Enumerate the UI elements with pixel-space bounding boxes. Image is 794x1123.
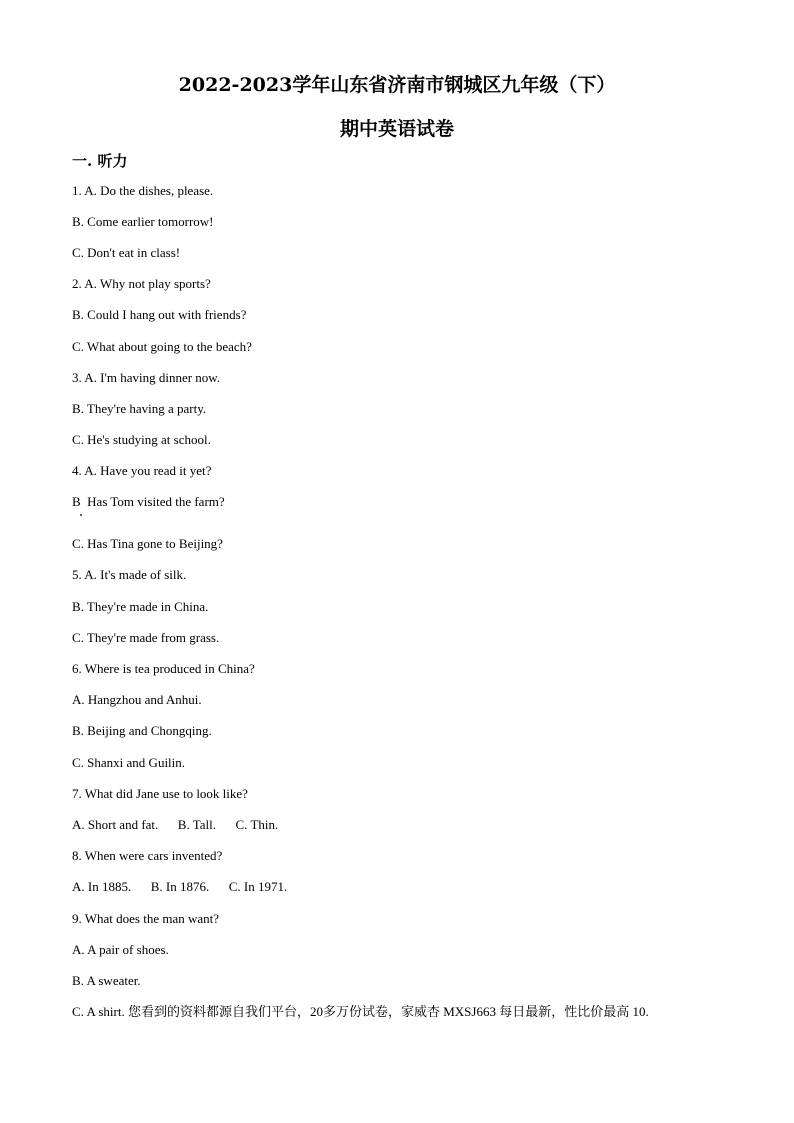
question-line: 6. Where is tea produced in China? (72, 661, 255, 676)
question-line: A. A pair of shoes. (72, 942, 169, 957)
question-line: 8. When were cars invented? (72, 848, 223, 863)
question-line: 9. What does the man want? (72, 911, 220, 926)
question-line: B. Beijing and Chongqing. (72, 723, 212, 738)
question-line: B. A sweater. (72, 973, 141, 988)
question-line: B. Could I hang out with friends? (72, 307, 247, 322)
question-line: C. Don't eat in class! (72, 245, 181, 260)
question-line: C. What about going to the beach? (72, 339, 252, 354)
exam-title: 2022-2023学年山东省济南市钢城区九年级（下） (178, 74, 616, 96)
question-line: B. They're having a party. (72, 401, 207, 416)
stray-dot (80, 514, 82, 516)
question-line: C. He's studying at school. (72, 432, 211, 447)
question-line: C. Shanxi and Guilin. (72, 755, 186, 770)
question-line: C. Has Tina gone to Beijing? (72, 536, 223, 551)
question-line: A. Short and fat. B. Tall. C. Thin. (72, 817, 279, 832)
question-line: 2. A. Why not play sports? (72, 276, 211, 291)
exam-subtitle: 期中英语试卷 (339, 118, 454, 140)
question-line: B Has Tom visited the farm? (72, 494, 225, 509)
question-line: A. In 1885. B. In 1876. C. In 1971. (72, 879, 288, 894)
question-line: 5. A. It's made of silk. (72, 567, 187, 582)
question-line: A. Hangzhou and Anhui. (72, 692, 202, 707)
question-line: B. Come earlier tomorrow! (72, 214, 214, 229)
question-line: C. A shirt. 您看到的资料都源自我们平台，20多万份试卷，家威杏 MXSJ663 每日最新，性比价最高 10. (72, 1004, 649, 1019)
question-line: 1. A. Do the dishes, please. (72, 183, 214, 198)
question-line: C. They're made from grass. (72, 630, 220, 645)
question-line: B. They're made in China. (72, 599, 209, 614)
question-line: 3. A. I'm having dinner now. (72, 370, 221, 385)
section-heading-listening: 一. 听力 (72, 152, 128, 170)
question-line: 7. What did Jane use to look like? (72, 786, 248, 801)
question-line: 4. A. Have you read it yet? (72, 463, 212, 478)
